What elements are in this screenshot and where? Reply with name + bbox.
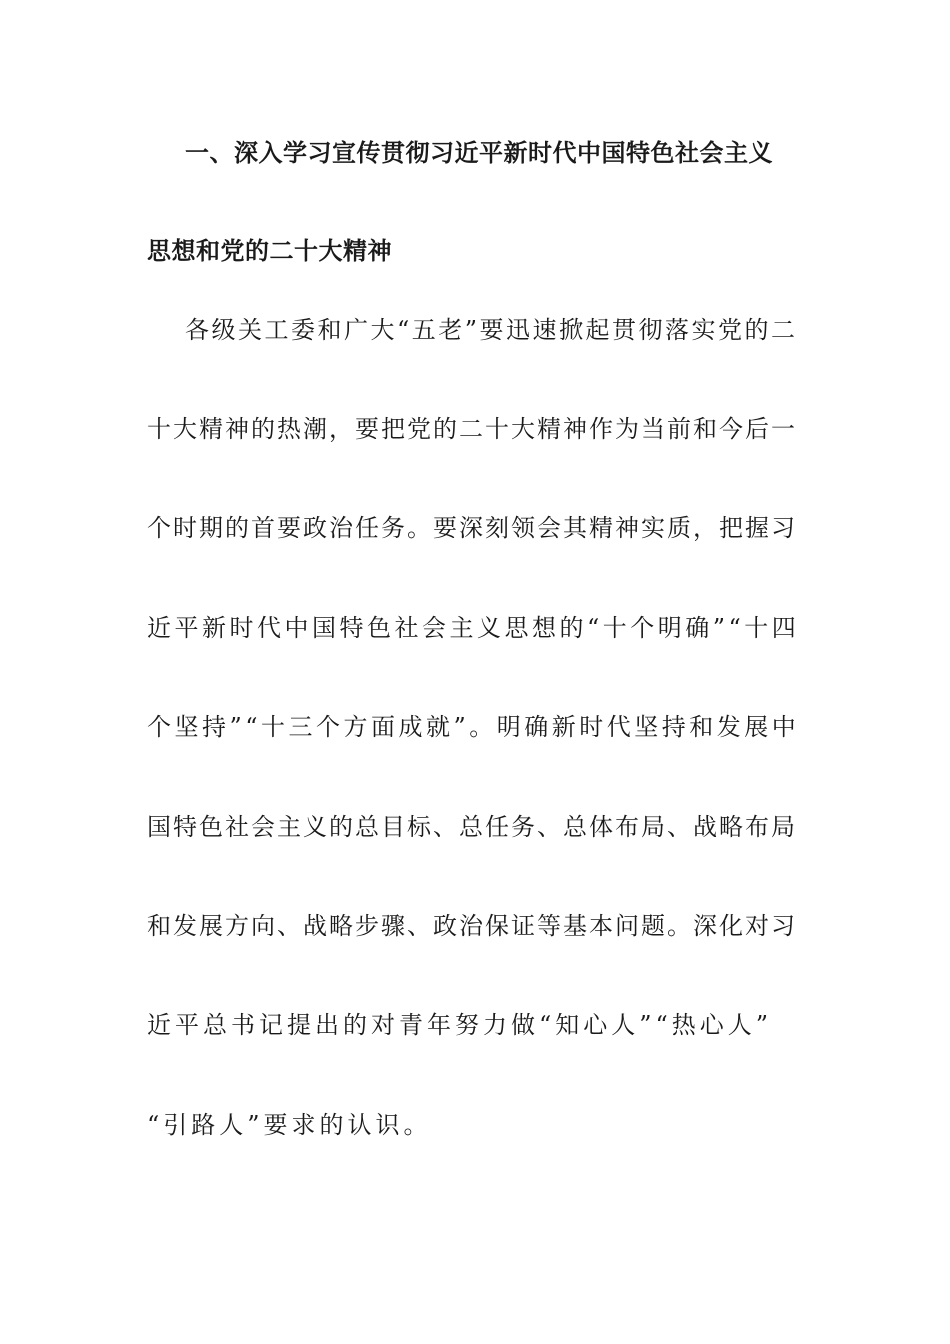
paragraph-line-8: 近平总书记提出的对青年努力做“知心人”“热心人” bbox=[147, 1011, 773, 1039]
paragraph-line-7: 和发展方向、战略步骤、政治保证等基本问题。深化对习 bbox=[147, 912, 797, 940]
paragraph-line-5: 个坚持”“十三个方面成就”。明确新时代坚持和发展中 bbox=[147, 713, 800, 741]
paragraph-line-4: 近平新时代中国特色社会主义思想的“十个明确”“十四 bbox=[147, 614, 800, 642]
section-heading-line-2: 思想和党的二十大精神 bbox=[147, 237, 392, 265]
paragraph-line-2: 十大精神的热潮，要把党的二十大精神作为当前和今后一 bbox=[147, 415, 797, 443]
paragraph-line-1: 各级关工委和广大“五老”要迅速掀起贯彻落实党的二 bbox=[185, 316, 798, 344]
paragraph-line-3: 个时期的首要政治任务。要深刻领会其精神实质，把握习 bbox=[147, 514, 797, 542]
paragraph-line-6: 国特色社会主义的总目标、总任务、总体布局、战略布局 bbox=[147, 813, 797, 841]
section-heading-line-1: 一、深入学习宣传贯彻习近平新时代中国特色社会主义 bbox=[185, 139, 773, 167]
paragraph-line-9: “引路人”要求的认识。 bbox=[147, 1111, 432, 1139]
